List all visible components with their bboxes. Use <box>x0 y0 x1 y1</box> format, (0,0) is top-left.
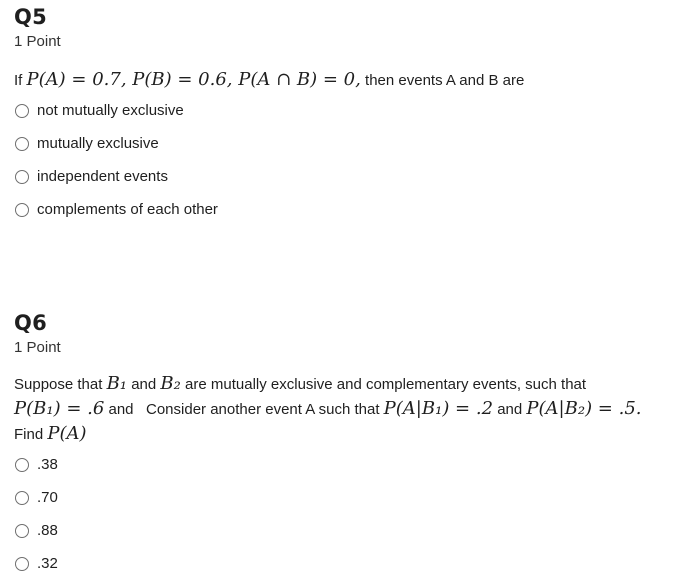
radio-button[interactable] <box>15 170 29 184</box>
option-mutually-exclusive[interactable] <box>14 127 674 160</box>
question-points: 1 Point <box>14 339 61 356</box>
question-title: Q5 <box>14 5 48 29</box>
radio-button[interactable] <box>15 557 29 571</box>
stem-math: P(A) = 0.7, P(B) = 0.6, P(A ∩ B) = 0, <box>26 69 361 90</box>
stem-math: P(B₁) = .6 <box>14 398 105 419</box>
stem-text: Suppose that <box>14 376 107 393</box>
question-stem <box>14 372 674 447</box>
option-088[interactable] <box>14 514 674 547</box>
question-stem <box>14 68 674 93</box>
option-070[interactable] <box>14 481 674 514</box>
stem-text: are mutually exclusive and complementary events, such that <box>180 376 587 393</box>
stem-text: and Consider another event A such that <box>104 401 384 418</box>
stem-text: If <box>14 72 27 89</box>
options-list <box>14 94 674 226</box>
radio-button[interactable] <box>15 458 29 472</box>
stem-text: Find <box>14 426 48 443</box>
stem-math: P(A) <box>47 423 87 444</box>
option-label: .38 <box>37 456 58 473</box>
option-label: .88 <box>37 522 58 539</box>
radio-button[interactable] <box>15 137 29 151</box>
option-label: mutually exclusive <box>37 135 159 152</box>
radio-button[interactable] <box>15 491 29 505</box>
stem-math: P(A|B₁) = .2 <box>383 398 494 419</box>
option-label: independent events <box>37 168 168 185</box>
stem-line-2 <box>14 397 674 422</box>
radio-button[interactable] <box>15 104 29 118</box>
question-q6 <box>14 310 674 580</box>
option-label: .70 <box>37 489 58 506</box>
option-032[interactable] <box>14 547 674 580</box>
option-independent-events[interactable] <box>14 160 674 193</box>
option-label: .32 <box>37 555 58 572</box>
stem-line-3 <box>14 422 674 447</box>
option-label: not mutually exclusive <box>37 102 184 119</box>
radio-button[interactable] <box>15 203 29 217</box>
option-label: complements of each other <box>37 201 218 218</box>
options-list <box>14 448 674 580</box>
stem-text: and <box>493 401 527 418</box>
option-not-mutually-exclusive[interactable] <box>14 94 674 127</box>
stem-math: B₂ <box>160 373 181 394</box>
radio-button[interactable] <box>15 524 29 538</box>
stem-text: and <box>127 376 161 393</box>
stem-math: P(A|B₂) = .5. <box>526 398 642 419</box>
stem-text: then events A and B are <box>360 72 525 89</box>
stem-math: B₁ <box>106 373 128 394</box>
question-title: Q6 <box>14 311 48 335</box>
option-complements[interactable] <box>14 193 674 226</box>
option-038[interactable] <box>14 448 674 481</box>
question-q5 <box>14 4 674 226</box>
question-points: 1 Point <box>14 33 61 50</box>
stem-line-1 <box>14 372 674 397</box>
